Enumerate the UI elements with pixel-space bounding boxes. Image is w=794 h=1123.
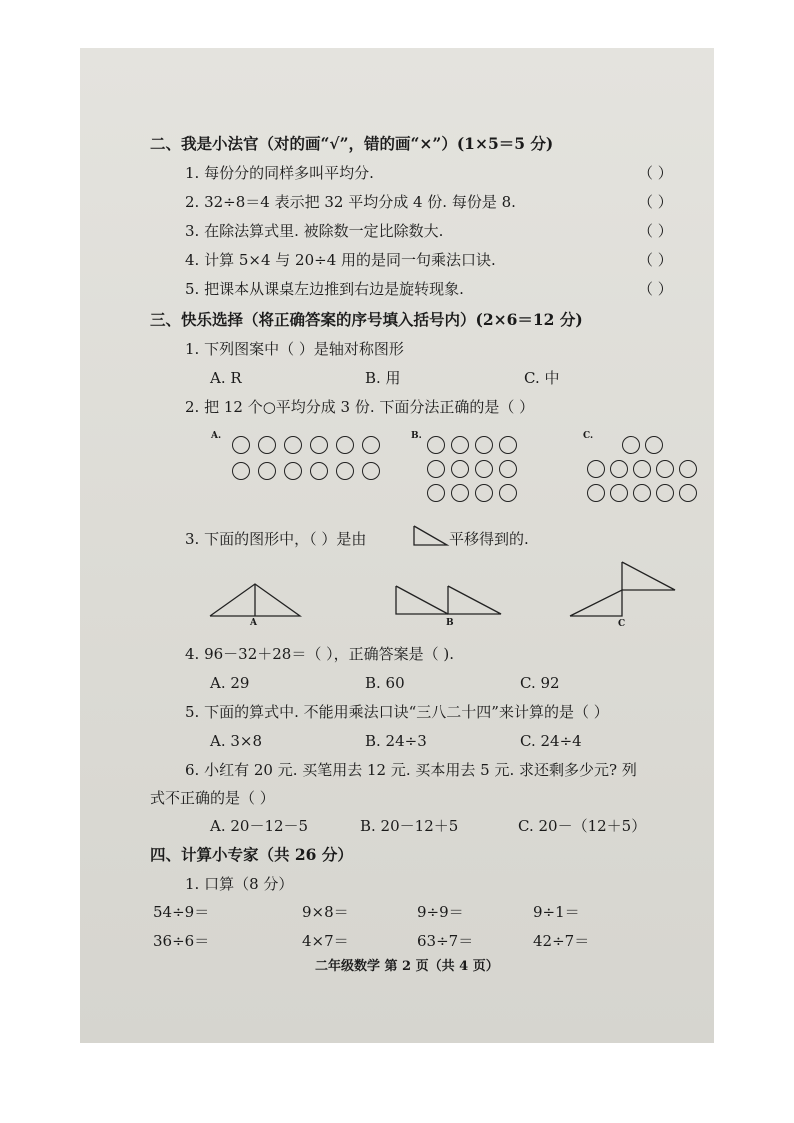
circle-option-c-label: C. <box>583 431 594 441</box>
option-3-4-b: B. 60 <box>365 674 405 692</box>
section-2-item-2: 2. 32÷8＝4 表示把 32 平均分成 4 份. 每份是 8. <box>185 193 516 211</box>
circle <box>499 484 517 502</box>
triangle-figure-c <box>567 558 682 620</box>
circle <box>451 484 469 502</box>
triangle-figure-b <box>393 580 508 620</box>
question-3-5: 5. 下面的算式中. 不能用乘法口诀“三八二十四”来计算的是（ ） <box>185 703 609 721</box>
circle <box>656 460 674 478</box>
answer-blank-2-5[interactable]: （ ） <box>638 280 673 298</box>
circle-option-b-label: B. <box>411 431 422 441</box>
circle <box>284 462 302 480</box>
circle <box>232 436 250 454</box>
circle <box>258 436 276 454</box>
circle-option-a-label: A. <box>211 431 222 441</box>
circle <box>310 436 328 454</box>
question-3-6-line-2: 式不正确的是（ ） <box>150 789 275 807</box>
circle <box>336 462 354 480</box>
circle <box>679 460 697 478</box>
section-2-item-3: 3. 在除法算式里. 被除数一定比除数大. <box>185 222 444 240</box>
section-2-heading: 二、我是小法官（对的画“√”，错的画“×”）(1×5＝5 分) <box>150 134 554 153</box>
question-3-3-end: 平移得到的. <box>449 530 529 548</box>
circle <box>427 436 445 454</box>
answer-blank-2-2[interactable]: （ ） <box>638 193 673 211</box>
option-3-4-c: C. 92 <box>520 674 560 692</box>
answer-blank-2-4[interactable]: （ ） <box>638 251 673 269</box>
triangle-figure-a <box>205 580 305 620</box>
mental-math-item: 42÷7＝ <box>533 932 590 950</box>
circle <box>475 460 493 478</box>
mental-math-item: 54÷9＝ <box>153 903 210 921</box>
section-4-heading: 四、计算小专家（共 26 分） <box>150 845 353 864</box>
mental-math-item: 4×7＝ <box>302 932 349 950</box>
option-3-5-b: B. 24÷3 <box>365 732 427 750</box>
circle <box>475 436 493 454</box>
circle <box>336 436 354 454</box>
triangle-figure-b-label: B <box>446 618 454 628</box>
question-3-4: 4. 96－32＋28＝（ ），正确答案是（ ). <box>185 645 454 663</box>
answer-blank-2-3[interactable]: （ ） <box>638 222 673 240</box>
circle <box>451 436 469 454</box>
small-triangle-icon <box>413 525 449 547</box>
circle <box>499 460 517 478</box>
circle <box>622 436 640 454</box>
page-footer: 二年级数学 第 2 页（共 4 页） <box>315 959 499 974</box>
circle <box>310 462 328 480</box>
question-3-6-line-1: 6. 小红有 20 元. 买笔用去 12 元. 买本用去 5 元. 求还剩多少元? 列 <box>185 761 637 779</box>
mental-math-item: 9×8＝ <box>302 903 349 921</box>
option-3-4-a: A. 29 <box>210 674 250 692</box>
circle <box>427 460 445 478</box>
option-3-6-c: C. 20－（12＋5） <box>518 817 647 835</box>
mental-math-item: 63÷7＝ <box>417 932 474 950</box>
circle <box>633 460 651 478</box>
circle <box>633 484 651 502</box>
circle <box>232 462 250 480</box>
option-3-5-a: A. 3×8 <box>210 732 263 750</box>
circle <box>610 460 628 478</box>
mental-math-item: 9÷9＝ <box>417 903 464 921</box>
circle <box>679 484 697 502</box>
circle <box>362 436 380 454</box>
circle <box>284 436 302 454</box>
option-3-6-a: A. 20－12－5 <box>210 817 309 835</box>
question-3-2: 2. 把 12 个○平均分成 3 份. 下面分法正确的是（ ） <box>185 398 535 416</box>
circle <box>499 436 517 454</box>
circle <box>587 460 605 478</box>
question-3-1: 1. 下列图案中（ ）是轴对称图形 <box>185 340 404 358</box>
section-2-item-5: 5. 把课本从课桌左边推到右边是旋转现象. <box>185 280 464 298</box>
circle <box>656 484 674 502</box>
option-3-5-c: C. 24÷4 <box>520 732 582 750</box>
option-3-1-c: C. 中 <box>524 369 560 387</box>
triangle-figure-c-label: C <box>618 619 626 629</box>
section-4-sub-1: 1. 口算（8 分） <box>185 875 294 893</box>
section-2-item-1: 1. 每份分的同样多叫平均分. <box>185 164 374 182</box>
section-3-heading: 三、快乐选择（将正确答案的序号填入括号内）(2×6＝12 分) <box>150 310 583 329</box>
option-3-1-a: A. R <box>210 369 242 387</box>
mental-math-item: 9÷1＝ <box>533 903 580 921</box>
option-3-1-b: B. 用 <box>365 369 401 387</box>
question-3-3-start: 3. 下面的图形中，（ ）是由 <box>185 530 367 548</box>
circle <box>258 462 276 480</box>
section-2-item-4: 4. 计算 5×4 与 20÷4 用的是同一句乘法口诀. <box>185 251 496 269</box>
circle <box>451 460 469 478</box>
answer-blank-2-1[interactable]: （ ） <box>638 164 673 182</box>
mental-math-item: 36÷6＝ <box>153 932 210 950</box>
circle <box>362 462 380 480</box>
circle <box>427 484 445 502</box>
circle <box>610 484 628 502</box>
option-3-6-b: B. 20－12＋5 <box>360 817 459 835</box>
circle <box>645 436 663 454</box>
triangle-figure-a-label: A <box>250 618 257 628</box>
circle <box>587 484 605 502</box>
circle <box>475 484 493 502</box>
